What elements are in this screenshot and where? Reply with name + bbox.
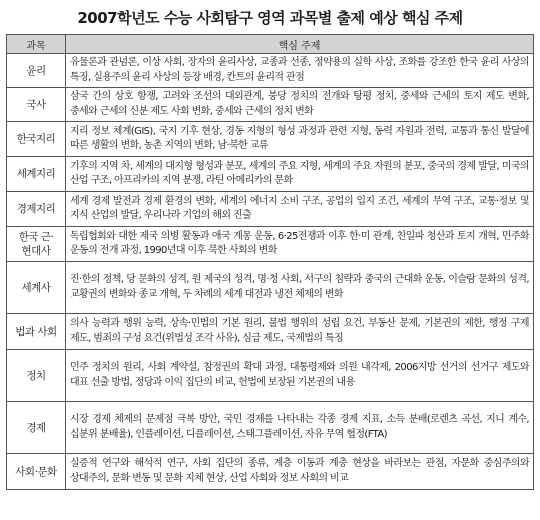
subject-cell: 국사 <box>7 88 66 122</box>
table-row <box>7 192 534 227</box>
subject-cell: 한국지리 <box>7 122 66 157</box>
table-row <box>7 54 534 88</box>
subject-cell: 법과 사회 <box>7 314 66 350</box>
topics-cell: 독립협회와 대한 제국 의병 활동과 애국 계몽 운동, 6·25전쟁과 이후 한·미 관계, 친일파 청산과 토지 개혁, 민주화 운동의 전개 과정, 1990년대 이후 북한 사회의 변화 <box>66 227 534 262</box>
table-row <box>7 262 534 314</box>
table-row <box>7 314 534 350</box>
topics-cell: 삼국 간의 상호 항쟁, 고려와 조선의 대외관계, 붕당 정치의 전개와 탕평 정치, 중세와 근세의 토지 제도 변화, 중세와 근세의 신분 제도 사회 변화, 중세와 근세의 정치 변화 <box>66 88 534 122</box>
topics-cell: 기후의 지역 차, 세계의 대지형 형성과 분포, 세계의 주요 지형, 세계의 주요 자원의 분포, 중국의 경제 발달, 미국의 산업 구조, 아프리카의 지역 분쟁, 라틴 아메리카의 문화 <box>66 157 534 192</box>
table-row <box>7 88 534 122</box>
table-row <box>7 157 534 192</box>
header-topics: 핵심 주제 <box>66 35 534 54</box>
topics-cell: 세계 경제 발전과 경제 환경의 변화, 세계의 에너지 소비 구조, 공업의 입지 조건, 세계의 무역 구조, 교통·정보 및 지식 산업의 발달, 우리나라 기업의 해외 진출 <box>66 192 534 227</box>
subject-cell: 경제지리 <box>7 192 66 227</box>
subject-cell: 경제 <box>7 402 66 454</box>
topics-cell: 실증적 연구와 해석적 연구, 사회 집단의 종류, 계층 이동과 계층 현상을 바라보는 관점, 자문화 중심주의와 상대주의, 문화 변동 및 문화 지체 현상, 산업 사회와 정보 사회의 비교 <box>66 454 534 490</box>
subject-cell: 한국 근· 현대사 <box>7 227 66 262</box>
table-row <box>7 402 534 454</box>
topics-cell: 시장 경제 체제의 문제점 극복 방안, 국민 경제를 나타내는 각종 경제 지표, 소득 분배(로렌츠 곡선, 지니 계수, 십분위 분배율), 인플레이션, 디플레이션, 스태그플레이션, 자유 무역 협정(FTA) <box>66 402 534 454</box>
header-subject: 과목 <box>7 35 66 54</box>
table-row <box>7 350 534 402</box>
topics-cell: 진·한의 정책, 당 문화의 성격, 원 제국의 성격, 명·청 사회, 서구의 침략과 중국의 근대화 운동, 이슬람 문화의 성격, 교황권의 변화와 종교 개혁, 두 차례의 세계 대전과 냉전 체제의 변화 <box>66 262 534 314</box>
subject-cell: 세계사 <box>7 262 66 314</box>
page-title: 2007학년도 수능 사회탐구 영역 과목별 출제 예상 핵심 주제 <box>77 9 463 27</box>
topics-cell: 지리 정보 체계(GIS), 국지 기후 현상, 경동 지형의 형성 과정과 관련 지형, 동력 자원과 전력, 교통과 통신 발달에 따른 생활의 변화, 농촌 지역의 변화, 남·북한 교류 <box>66 122 534 157</box>
subject-cell: 세계지리 <box>7 157 66 192</box>
topics-cell: 의사 능력과 행위 능력, 상속·민법의 기본 원리, 불법 행위의 성립 요건, 부동산 문제, 기본권의 제한, 행정 구제 제도, 범죄의 구성 요건(위법성 조각 사유), 심급 제도, 국제법의 특징 <box>66 314 534 350</box>
table-row <box>7 227 534 262</box>
table-row <box>7 122 534 157</box>
subject-cell: 정치 <box>7 350 66 402</box>
subject-cell: 윤리 <box>7 54 66 88</box>
table-header-row <box>7 35 534 54</box>
topics-table <box>6 34 534 490</box>
table-row <box>7 454 534 490</box>
topics-cell: 민주 정치의 원리, 사회 계약설, 참정권의 확대 과정, 대통령제와 의원 내각제, 2006지방 선거의 선거구 제도와 대표 선출 방법, 정당과 이익 집단의 비교, 헌법에 보장된 기본권의 내용 <box>66 350 534 402</box>
subject-cell: 사회·문화 <box>7 454 66 490</box>
topics-cell: 유물론과 관념론, 이상 사회, 장자의 윤리사상, 교종과 선종, 정약용의 실학 사상, 조화를 강조한 한국 윤리 사상의 특징, 실용주의 윤리 사상의 등장 배경, 칸트의 윤리적 관점 <box>66 54 534 88</box>
